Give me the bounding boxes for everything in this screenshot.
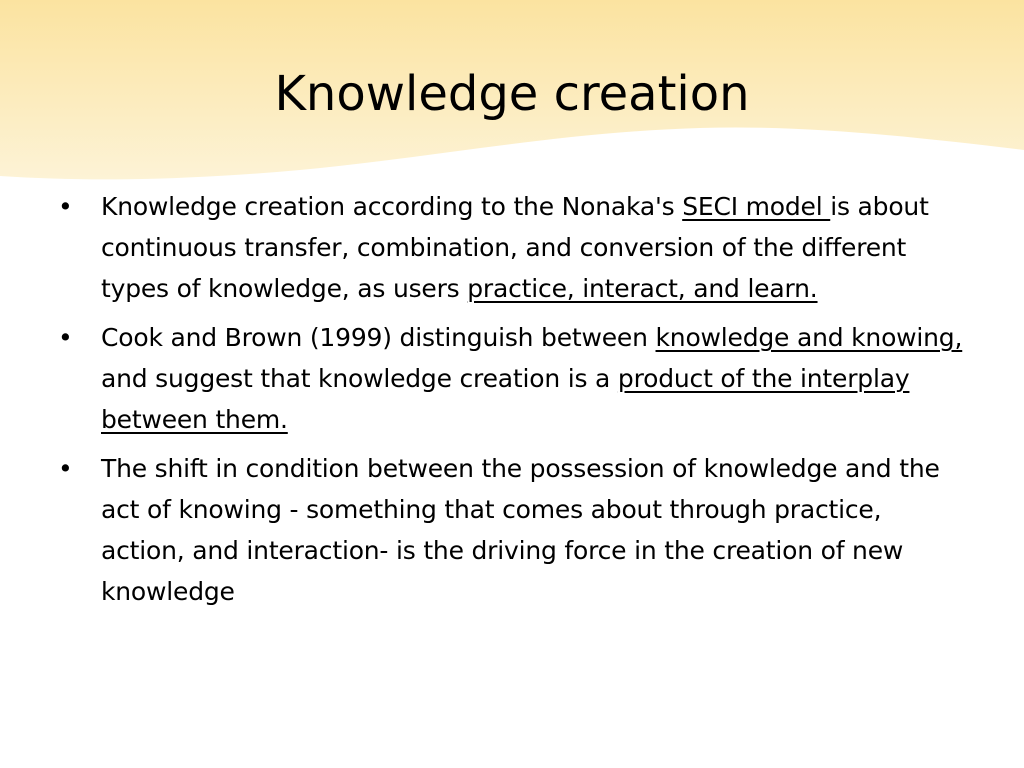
- bullet-text: is about continuous transfer, combination, and conversion of the different types of knowledge, as users: [101, 192, 929, 303]
- bullet-icon: •: [58, 323, 73, 352]
- bullet-icon: •: [58, 454, 73, 483]
- bullet-item: [58, 186, 968, 309]
- underlined-text: practice, interact, and learn.: [467, 274, 818, 303]
- bullet-list: [58, 186, 968, 620]
- underlined-text: product of the interplay between them.: [101, 364, 910, 434]
- bullet-item: [58, 448, 968, 612]
- underlined-text: knowledge and knowing,: [655, 323, 963, 352]
- bullet-text: The shift in condition between the possession of knowledge and the act of knowing - something that comes about through practice, action, and interaction- is the driving force in the creation of new knowledge: [101, 454, 940, 606]
- bullet-text: Knowledge creation according to the Nonaka's: [101, 192, 683, 221]
- bullet-item: [58, 317, 968, 440]
- bullet-text: and suggest that knowledge creation is a: [101, 364, 618, 393]
- slide-title: Knowledge creation: [274, 66, 750, 122]
- bullet-text: Cook and Brown (1999) distinguish between: [101, 323, 656, 352]
- bullet-icon: •: [58, 192, 73, 221]
- underlined-text: SECI model: [682, 192, 831, 221]
